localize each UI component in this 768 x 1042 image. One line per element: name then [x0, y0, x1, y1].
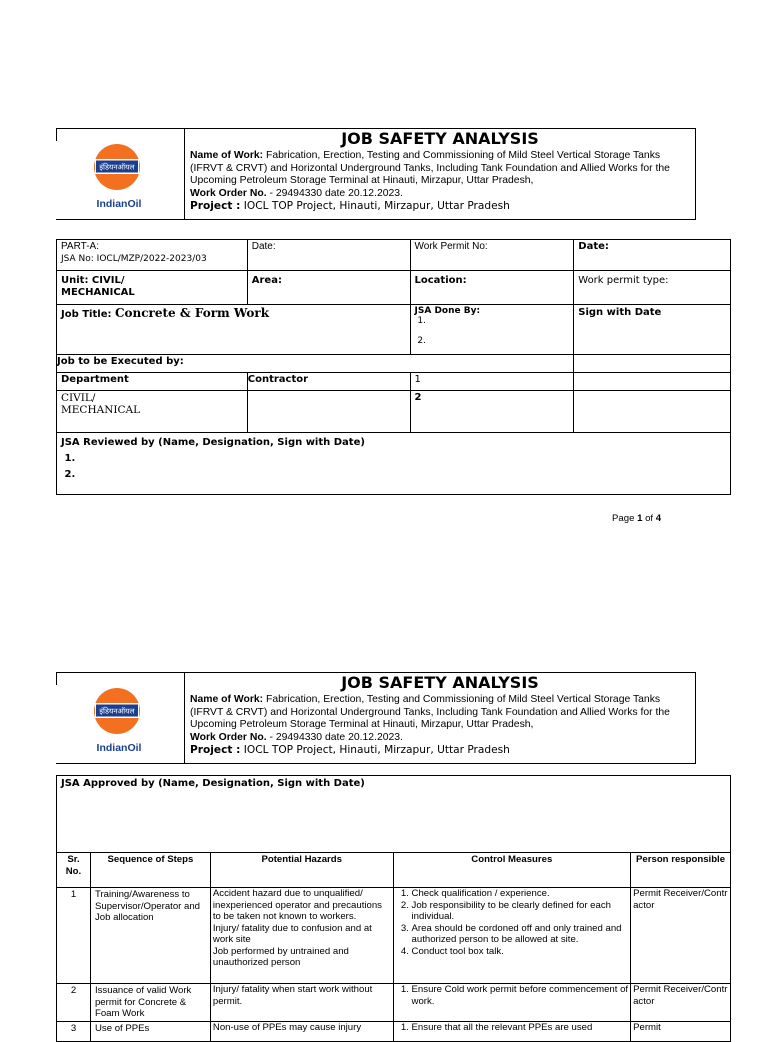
- job-title-cell: Job Title: Concrete & Form Work: [57, 305, 411, 355]
- project: IOCL TOP Project, Hinauti, Mirzapur, Uttar Pradesh: [240, 200, 510, 213]
- date-bold-cell: Date:: [574, 240, 731, 271]
- table-row: 1 Training/Awareness to Supervisor/Operator and Job allocation Accident hazard due to unqualified/ inexperienced operator and precautions to be taken not known to workers. Injury/ fatality due to confusion and at work site Job performed by untrained and unauthorized person 1. Check qualification / experience. 2. Job responsibility to be clearly defined for each individual. 3. Area should be cordoned off and only trained and authorized person to be allowed at site. 4. Conduct tool box talk. Permit Receiver/Contractor: [57, 888, 731, 984]
- jsa-number: JSA No: IOCL/MZP/2022-2023/03: [61, 254, 207, 264]
- jsa-approved-by-cell: JSA Approved by (Name, Designation, Sign with Date): [57, 776, 731, 853]
- department-header: Department: [57, 373, 248, 391]
- location-cell: Location:: [410, 271, 574, 305]
- indianoil-logo-icon: [92, 143, 150, 213]
- controls-header: Control Measures: [393, 853, 631, 888]
- svg-text:इंडियनऑयल: इंडियनऑयल: [99, 162, 135, 172]
- person-header: Person responsible: [631, 853, 731, 888]
- page2-header: [56, 672, 696, 764]
- part-a-cell: [57, 240, 248, 271]
- jsa-steps-table: [56, 775, 731, 1042]
- date-cell: Date:: [247, 240, 410, 271]
- part-a-table: [56, 239, 731, 495]
- row-number-2: 2: [410, 391, 574, 433]
- department-value: CIVIL/ MECHANICAL: [57, 391, 248, 433]
- project-label: Project :: [190, 200, 241, 213]
- svg-text:IndianOil: IndianOil: [96, 742, 142, 754]
- name-of-work: Fabrication, Erection, Testing and Commissioning of Mild Steel Vertical Storage Tanks (IFRVT & CRVT) and Horizontal Underground Tanks, Including Tank Foundation and Allied Works for the Upcoming Petroleum Storage Terminal at Hinauti, Mirzapur, Uttar Pradesh,: [190, 150, 670, 187]
- page-number: Page 1 of 4: [612, 513, 662, 524]
- job-title: Concrete & Form Work: [114, 306, 270, 320]
- jsa-reviewed-by-cell: JSA Reviewed by (Name, Designation, Sign with Date) 1. 2.: [57, 433, 731, 495]
- sr-no-header: Sr. No.: [57, 853, 91, 888]
- svg-text:इंडियनऑयल: इंडियनऑयल: [99, 706, 135, 716]
- contractor-header: Contractor: [247, 373, 410, 391]
- indianoil-logo-icon: [92, 687, 150, 757]
- sign-with-date-cell: Sign with Date: [574, 305, 731, 355]
- table-row: 3 Use of PPEs Non-use of PPEs may cause injury 1. Ensure that all the relevant PPEs are used Permit: [57, 1021, 731, 1041]
- work-order: - 29494330 date 20.12.2023.: [266, 187, 403, 199]
- work-order-label: Work Order No.: [190, 187, 267, 199]
- hazards-header: Potential Hazards: [210, 853, 393, 888]
- table-row: 2 Issuance of valid Work permit for Concrete & Foam Work Injury/ fatality when start work without permit. 1. Ensure Cold work permit before commencement of work. Permit Receiver/Contractor: [57, 984, 731, 1022]
- job-executed-by-cell: Job to be Executed by:: [57, 355, 574, 373]
- unit-cell: Unit: CIVIL/ MECHANICAL: [57, 271, 248, 305]
- work-permit-type-cell: Work permit type:: [574, 271, 731, 305]
- header-details: [190, 150, 691, 214]
- svg-text:IndianOil: IndianOil: [96, 198, 142, 210]
- row-number-1: 1: [410, 373, 574, 391]
- area-cell: Area:: [247, 271, 410, 305]
- page1-header: [56, 128, 696, 220]
- name-of-work-label: Name of Work:: [190, 150, 264, 161]
- contractor-value: [247, 391, 410, 433]
- jsa-done-by-cell: JSA Done By: 1. 2.: [410, 305, 574, 355]
- work-permit-no-cell: Work Permit No:: [410, 240, 574, 271]
- header-details: Name of Work: Fabrication, Erection, Testing and Commissioning of Mild Steel Vertical Storage Tanks (IFRVT & CRVT) and Horizontal Underground Tanks, Including Tank Foundation and Allied Works for the Upcoming Petroleum Storage Terminal at Hinauti, Mirzapur, Uttar Pradesh, Work Order No. - 29494330 date 20.12.2023. Project : IOCL TOP Project, Hinauti, Mirzapur, Uttar Pradesh: [190, 694, 670, 757]
- document-title: JOB SAFETY ANALYSIS: [341, 129, 539, 148]
- sequence-header: Sequence of Steps: [90, 853, 210, 888]
- part-label: PART-A:: [61, 241, 99, 252]
- document-title: JOB SAFETY ANALYSIS: [341, 673, 539, 692]
